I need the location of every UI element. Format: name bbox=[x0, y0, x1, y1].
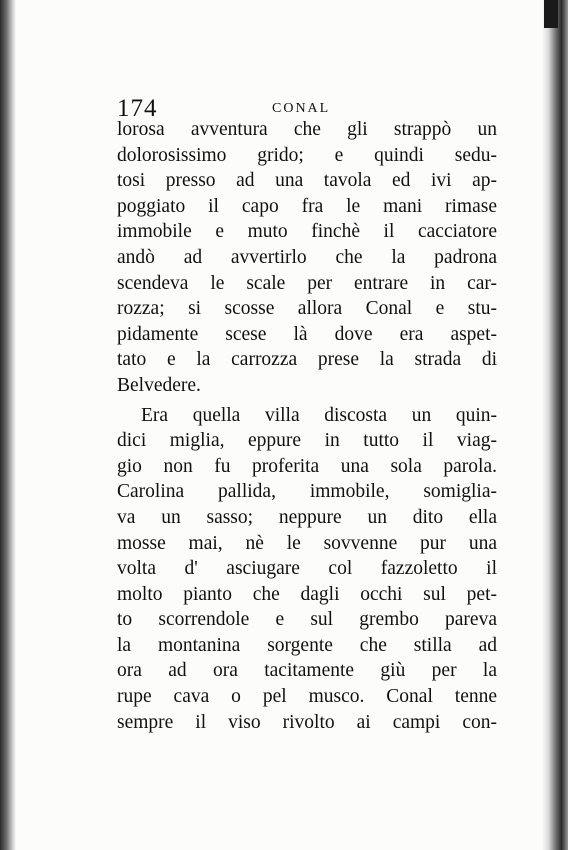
text-line: Carolina pallida, immobile, somiglia- bbox=[117, 481, 497, 503]
page-corner-shadow bbox=[544, 0, 558, 28]
text-line: volta d' asciugare col fazzoletto il bbox=[117, 558, 497, 580]
text-line: tosi presso ad una tavola ed ivi ap- bbox=[117, 170, 497, 192]
text-line: rozza; si scosse allora Conal e stu- bbox=[117, 298, 497, 320]
page-number: 174 bbox=[117, 95, 158, 122]
text-line: la montanina sorgente che stilla ad bbox=[117, 634, 497, 656]
page-right-edge-shadow bbox=[542, 0, 568, 850]
page-left-edge-shadow bbox=[0, 0, 16, 850]
text-line: pidamente scese là dove era aspet- bbox=[117, 323, 497, 345]
text-line: Era quella villa discosta un quin- bbox=[141, 404, 497, 426]
text-line: dici miglia, eppure in tutto il viag- bbox=[117, 430, 497, 452]
text-line: andò ad avvertirlo che la padrona bbox=[117, 246, 497, 268]
text-line: immobile e muto finchè il cacciatore bbox=[117, 221, 497, 243]
text-line: to scorrendole e sul grembo pareva bbox=[117, 609, 497, 631]
running-head: CONAL bbox=[272, 101, 331, 116]
text-line: scendeva le scale per entrare in car- bbox=[117, 272, 497, 294]
text-line: molto pianto che dagli occhi sul pet- bbox=[117, 583, 497, 605]
text-line: gio non fu proferita una sola parola. bbox=[117, 455, 497, 477]
text-line: va un sasso; neppure un dito ella bbox=[117, 506, 497, 528]
body-text bbox=[117, 117, 497, 735]
text-line: rupe cava o pel musco. Conal tenne bbox=[117, 686, 497, 708]
text-line: mosse mai, nè le sovvenne pur una bbox=[117, 532, 497, 554]
paragraph bbox=[117, 117, 497, 399]
text-line: ora ad ora tacitamente giù per la bbox=[117, 660, 497, 682]
paragraph bbox=[117, 403, 497, 736]
text-line: lorosa avventura che gli strappò un bbox=[117, 119, 497, 140]
text-line: Belvedere. bbox=[117, 374, 201, 396]
text-line: tato e la carrozza prese la strada di bbox=[117, 349, 497, 371]
text-line: dolorosissimo grido; e quindi sedu- bbox=[117, 144, 497, 166]
text-line: sempre il viso rivolto ai campi con- bbox=[117, 711, 497, 733]
text-line: poggiato il capo fra le mani rimase bbox=[117, 195, 497, 217]
